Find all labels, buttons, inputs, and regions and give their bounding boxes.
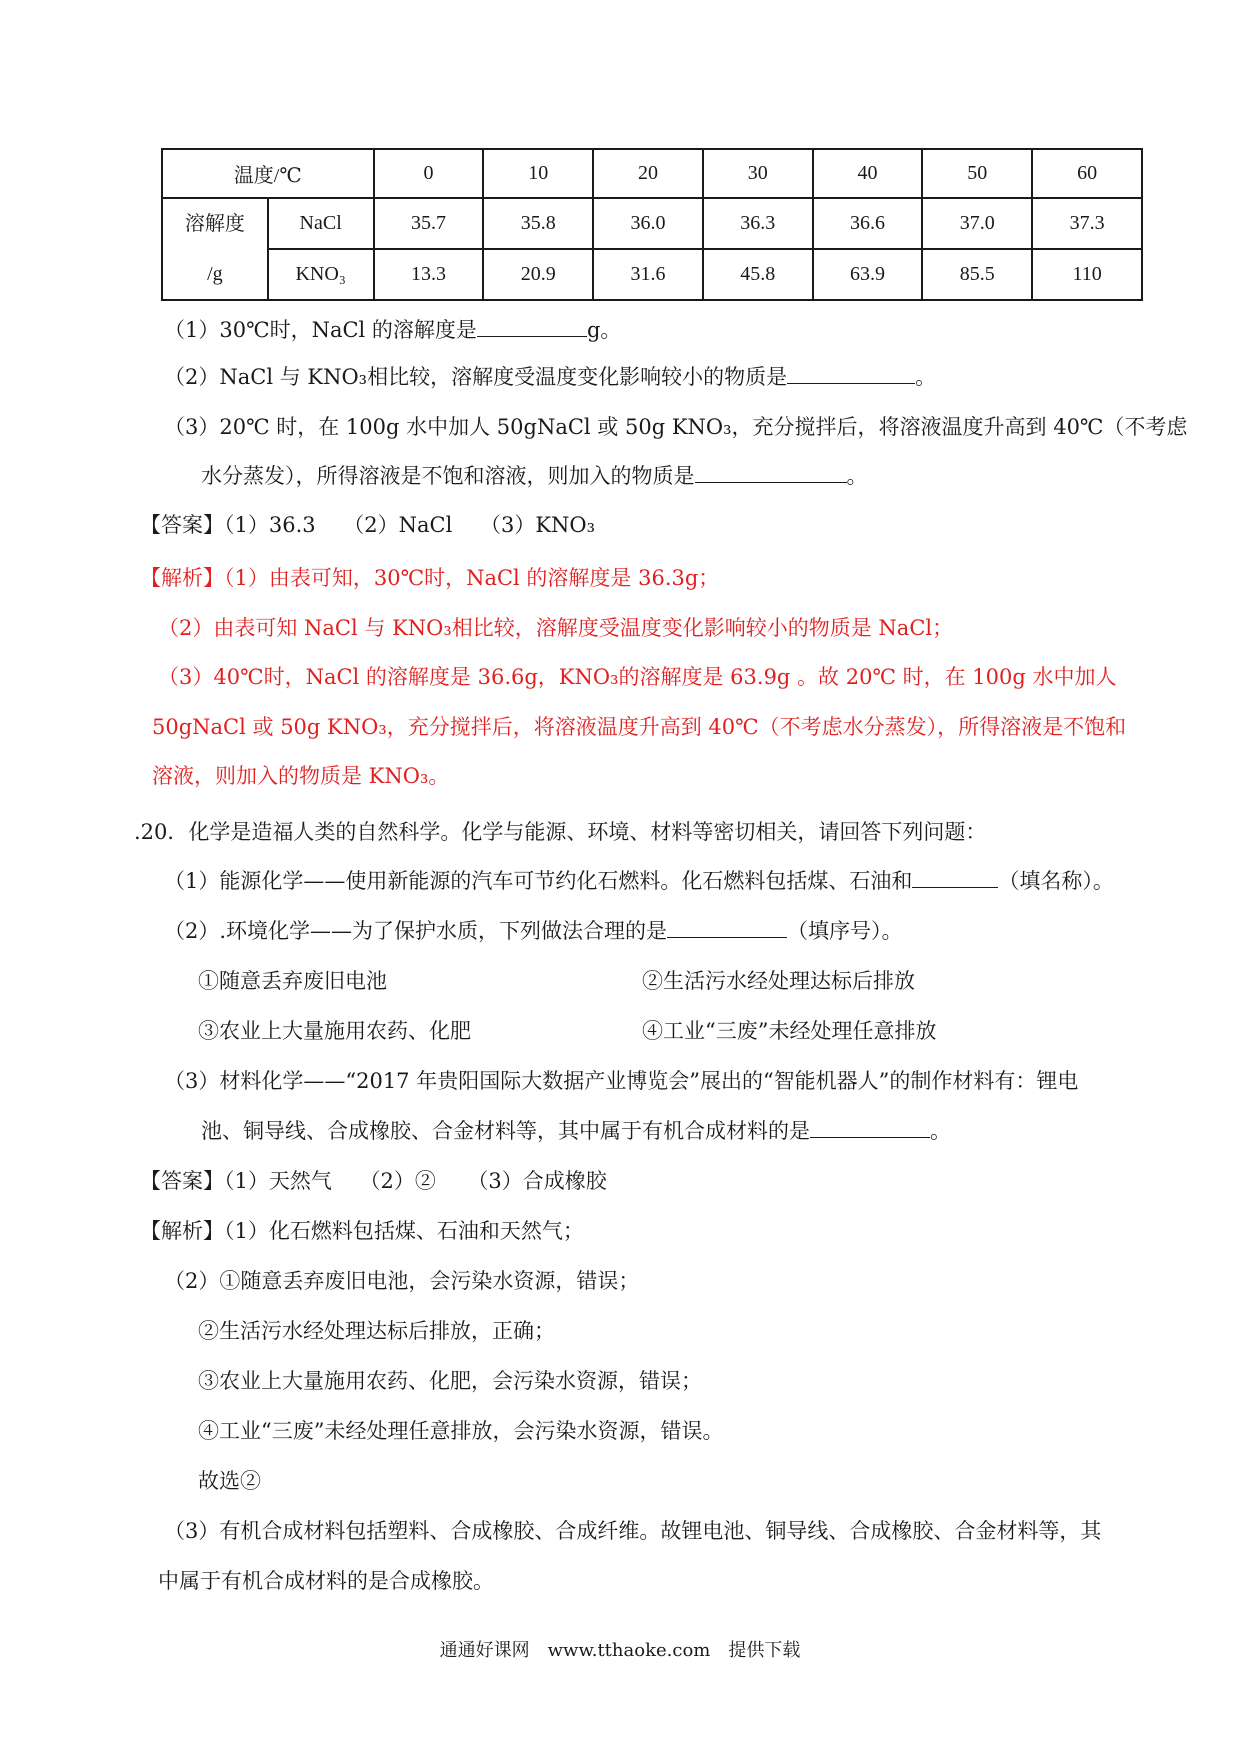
q19-part2 bbox=[164, 362, 936, 392]
q19-part2-suffix: 。 bbox=[915, 365, 937, 389]
q20-part3-line1: （3）材料化学——“2017 年贵阳国际大数据产业博览会”展出的“智能机器人”的制作材料有：锂电 bbox=[164, 1069, 1079, 1093]
page-footer: 通通好课网 www.tthaoke.com 提供下载 bbox=[439, 1640, 801, 1661]
temp-cell: 60 bbox=[1032, 149, 1142, 198]
q20-option-1: ①随意丢弃废旧电池 bbox=[198, 969, 387, 993]
solubility-group-label bbox=[162, 198, 268, 300]
q20-part2-suffix: （填序号）。 bbox=[787, 919, 903, 943]
table-row-kno3 bbox=[162, 249, 1142, 300]
value-cell: 45.8 bbox=[703, 249, 813, 300]
value-cell: 35.7 bbox=[374, 198, 484, 249]
q20-options-row1 bbox=[198, 966, 915, 996]
q19-part1-text: （1）30℃时，NaCl 的溶解度是 bbox=[164, 318, 477, 342]
q20-analysis-line7: （3）有机合成材料包括塑料、合成橡胶、合成纤维。故锂电池、铜导线、合成橡胶、合金材料等，其 bbox=[164, 1519, 1102, 1543]
value-cell: 63.9 bbox=[813, 249, 923, 300]
temp-cell: 50 bbox=[922, 149, 1032, 198]
q19-answer: 【答案】（1）36.3 （2）NaCl （3）KNO₃ bbox=[140, 513, 596, 537]
q19-part1 bbox=[164, 315, 621, 345]
value-cell: 110 bbox=[1032, 249, 1142, 300]
q19-part3-suffix: 。 bbox=[846, 464, 868, 488]
value-cell: 13.3 bbox=[374, 249, 484, 300]
temperature-header: 温度/℃ bbox=[162, 149, 374, 198]
value-cell: 37.0 bbox=[922, 198, 1032, 249]
q20-analysis-line1: 【解析】（1）化石燃料包括煤、石油和天然气； bbox=[140, 1219, 584, 1243]
value-cell: 35.8 bbox=[483, 198, 593, 249]
q20-part2 bbox=[164, 916, 903, 946]
temp-cell: 0 bbox=[374, 149, 484, 198]
value-cell: 37.3 bbox=[1032, 198, 1142, 249]
q19-analysis-line4: 50gNaCl 或 50g KNO₃，充分搅拌后，将溶液温度升高到 40℃（不考虑水分蒸发），所得溶液是不饱和 bbox=[152, 715, 1127, 739]
q20-part3-suffix: 。 bbox=[930, 1119, 951, 1143]
value-cell: 31.6 bbox=[593, 249, 703, 300]
value-cell: 36.3 bbox=[703, 198, 813, 249]
answer-blank bbox=[695, 462, 847, 483]
q20-analysis-line8: 中属于有机合成材料的是合成橡胶。 bbox=[158, 1569, 494, 1593]
substance-cell: KNO₃ bbox=[268, 249, 374, 300]
q19-part1-suffix: g。 bbox=[586, 318, 622, 342]
q20-part1-text: （1）能源化学——使用新能源的汽车可节约化石燃料。化石燃料包括煤、石油和 bbox=[164, 869, 913, 893]
q20-option-2: ②生活污水经处理达标后排放 bbox=[642, 969, 915, 993]
answer-blank bbox=[810, 1117, 930, 1138]
q20-part3-line2 bbox=[201, 1116, 951, 1146]
group-label-line: 溶解度 bbox=[184, 213, 245, 235]
q20-option-3: ③农业上大量施用农药、化肥 bbox=[198, 1019, 471, 1043]
q20-part3-text: 池、铜导线、合成橡胶、合金材料等，其中属于有机合成材料的是 bbox=[201, 1119, 810, 1143]
temp-cell: 40 bbox=[813, 149, 923, 198]
temp-cell: 30 bbox=[703, 149, 813, 198]
q20-analysis-line4: ③农业上大量施用农药、化肥，会污染水资源，错误； bbox=[198, 1369, 702, 1393]
table-row-nacl bbox=[162, 198, 1142, 249]
q19-part2-text: （2）NaCl 与 KNO₃相比较，溶解度受温度变化影响较小的物质是 bbox=[164, 365, 788, 389]
solubility-table bbox=[161, 148, 1143, 301]
q19-part3-line2 bbox=[201, 461, 868, 491]
value-cell: 85.5 bbox=[922, 249, 1032, 300]
table-header-row bbox=[162, 149, 1142, 198]
q20-analysis-line6: 故选② bbox=[198, 1469, 261, 1493]
q20-options-row2 bbox=[198, 1016, 936, 1046]
substance-cell: NaCl bbox=[268, 198, 374, 249]
q19-part3-text: 水分蒸发），所得溶液是不饱和溶液，则加入的物质是 bbox=[201, 464, 695, 488]
q20-part2-text: （2）.环境化学——为了保护水质，下列做法合理的是 bbox=[164, 919, 668, 943]
q20-part1-suffix: （填名称）。 bbox=[998, 869, 1114, 893]
q20-analysis-line5: ④工业“三废”未经处理任意排放，会污染水资源，错误。 bbox=[198, 1419, 724, 1443]
group-label-line: /g bbox=[207, 263, 223, 285]
value-cell: 20.9 bbox=[483, 249, 593, 300]
q19-analysis-line1: 【解析】（1）由表可知，30℃时，NaCl 的溶解度是 36.3g； bbox=[140, 566, 720, 590]
q19-analysis-line2: （2）由表可知 NaCl 与 KNO₃相比较，溶解度受温度变化影响较小的物质是 NaCl； bbox=[158, 616, 954, 640]
q19-analysis-line5: 溶液，则加入的物质是 KNO₃。 bbox=[152, 764, 450, 788]
q19-part3-line1: （3）20℃ 时，在 100g 水中加人 50gNaCl 或 50g KNO₃，充分搅拌后，将溶液温度升高到 40℃（不考虑 bbox=[164, 415, 1188, 439]
value-cell: 36.6 bbox=[813, 198, 923, 249]
q20-title: .20．化学是造福人类的自然科学。化学与能源、环境、材料等密切相关，请回答下列问题： bbox=[134, 820, 987, 844]
q20-analysis-line3: ②生活污水经处理达标后排放，正确； bbox=[198, 1319, 555, 1343]
answer-blank bbox=[912, 867, 998, 888]
q19-analysis-line3: （3）40℃时，NaCl 的溶解度是 36.6g，KNO₃的溶解度是 63.9g 。故 20℃ 时，在 100g 水中加人 bbox=[158, 665, 1117, 689]
answer-blank bbox=[787, 363, 915, 384]
q20-part1 bbox=[164, 866, 1114, 896]
value-cell: 36.0 bbox=[593, 198, 703, 249]
answer-blank bbox=[667, 917, 787, 938]
q20-answer: 【答案】（1）天然气 （2）② （3）合成橡胶 bbox=[140, 1169, 607, 1193]
q20-analysis-line2: （2）①随意丢弃废旧电池，会污染水资源，错误； bbox=[164, 1269, 640, 1293]
q20-option-4: ④工业“三废”未经处理任意排放 bbox=[642, 1019, 937, 1043]
answer-blank bbox=[477, 316, 587, 337]
temp-cell: 20 bbox=[593, 149, 703, 198]
temp-cell: 10 bbox=[483, 149, 593, 198]
